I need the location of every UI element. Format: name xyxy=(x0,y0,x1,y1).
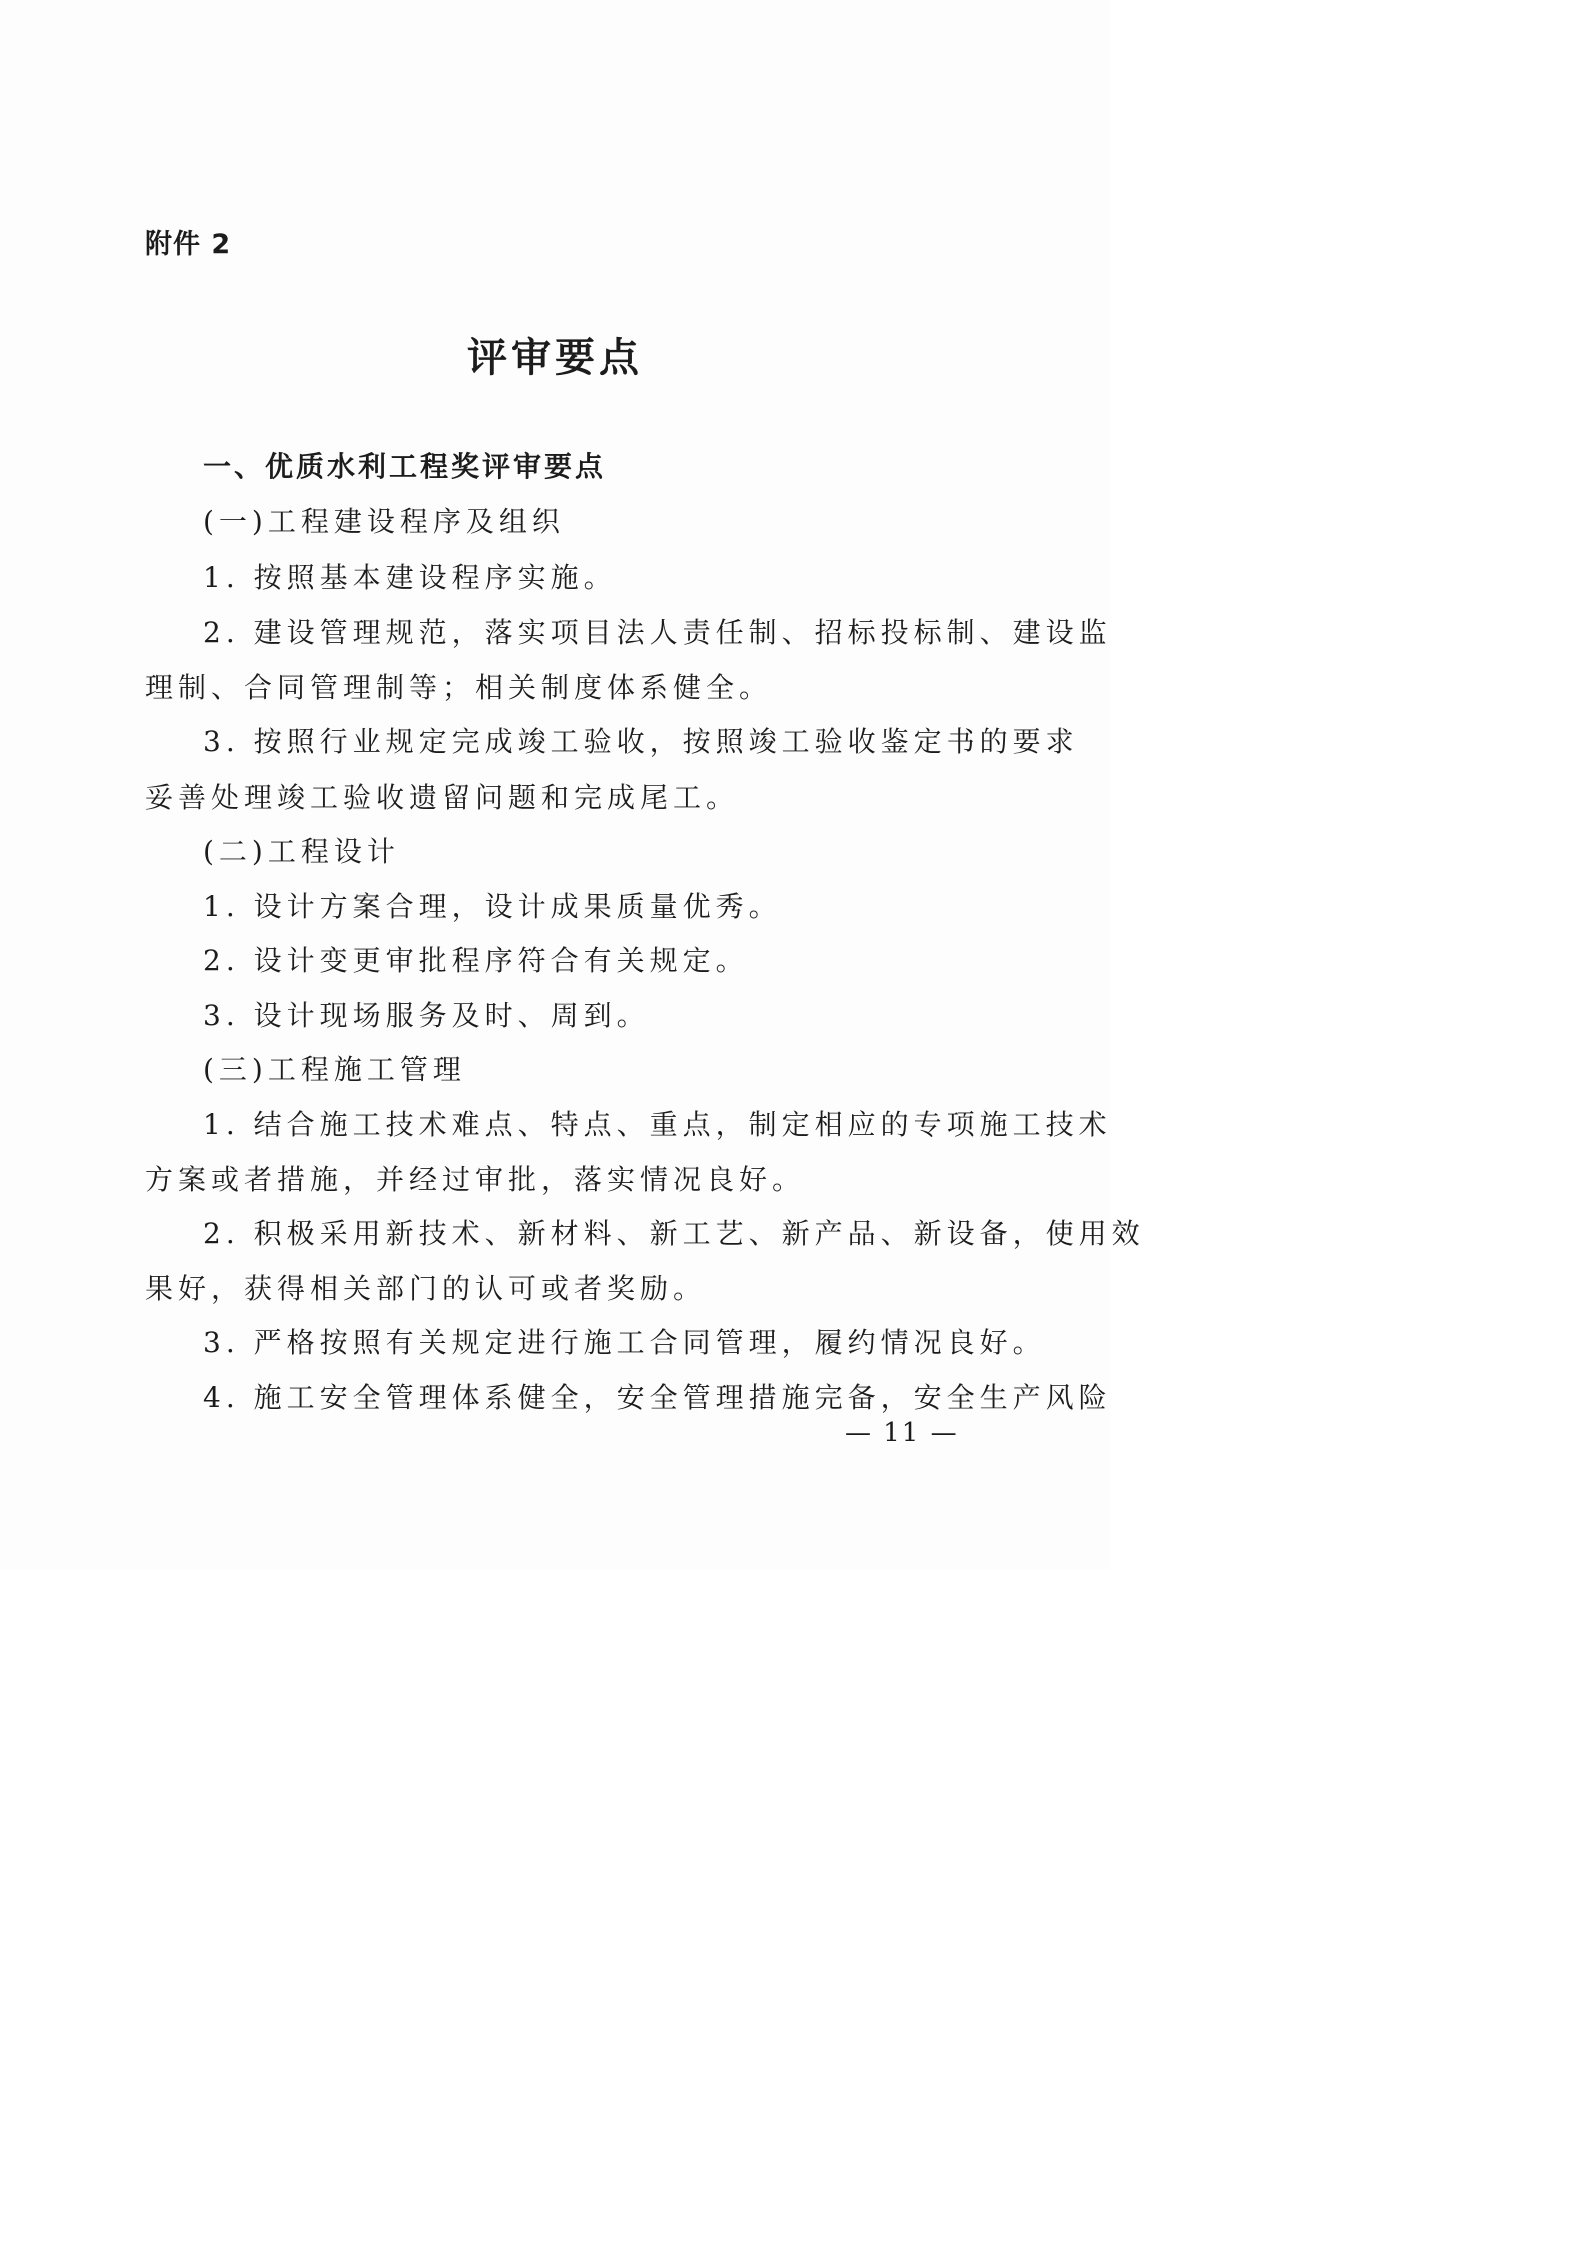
paragraph-line: 2. 建设管理规范，落实项目法人责任制、招标投标制、建设监 xyxy=(203,616,1112,649)
paragraph-line: 3. 设计现场服务及时、周到。 xyxy=(203,999,650,1032)
annex-label: 附件 2 xyxy=(145,229,232,260)
paragraph-line: 妥善处理竣工验收遗留问题和完成尾工。 xyxy=(145,781,740,814)
paragraph-line: 4. 施工安全管理体系健全，安全管理措施完备，安全生产风险 xyxy=(203,1381,1112,1414)
paragraph-line: 1. 按照基本建设程序实施。 xyxy=(203,561,617,594)
subsection-heading: (二)工程设计 xyxy=(203,835,400,868)
paragraph-line: 1. 设计方案合理，设计成果质量优秀。 xyxy=(203,890,782,923)
paragraph-line: 方案或者措施，并经过审批，落实情况良好。 xyxy=(145,1163,806,1196)
paragraph-line: 3. 按照行业规定完成竣工验收，按照竣工验收鉴定书的要求 xyxy=(203,725,1079,758)
subsection-heading: (三)工程施工管理 xyxy=(203,1053,466,1086)
paragraph-line: 1. 结合施工技术难点、特点、重点，制定相应的专项施工技术 xyxy=(203,1108,1112,1141)
subsection-heading: (一)工程建设程序及组织 xyxy=(203,505,565,538)
paragraph-line: 3. 严格按照有关规定进行施工合同管理，履约情况良好。 xyxy=(203,1326,1046,1359)
paragraph-line: 理制、合同管理制等；相关制度体系健全。 xyxy=(145,671,773,704)
page-number: — 11 — xyxy=(845,1418,959,1448)
paragraph-line: 2. 积极采用新技术、新材料、新工艺、新产品、新设备，使用效 xyxy=(203,1217,1145,1250)
paragraph-line: 果好，获得相关部门的认可或者奖励。 xyxy=(145,1272,707,1305)
paragraph-line: 2. 设计变更审批程序符合有关规定。 xyxy=(203,944,749,977)
document-title: 评审要点 xyxy=(467,335,643,381)
section-heading: 一、优质水利工程奖评审要点 xyxy=(203,450,607,483)
